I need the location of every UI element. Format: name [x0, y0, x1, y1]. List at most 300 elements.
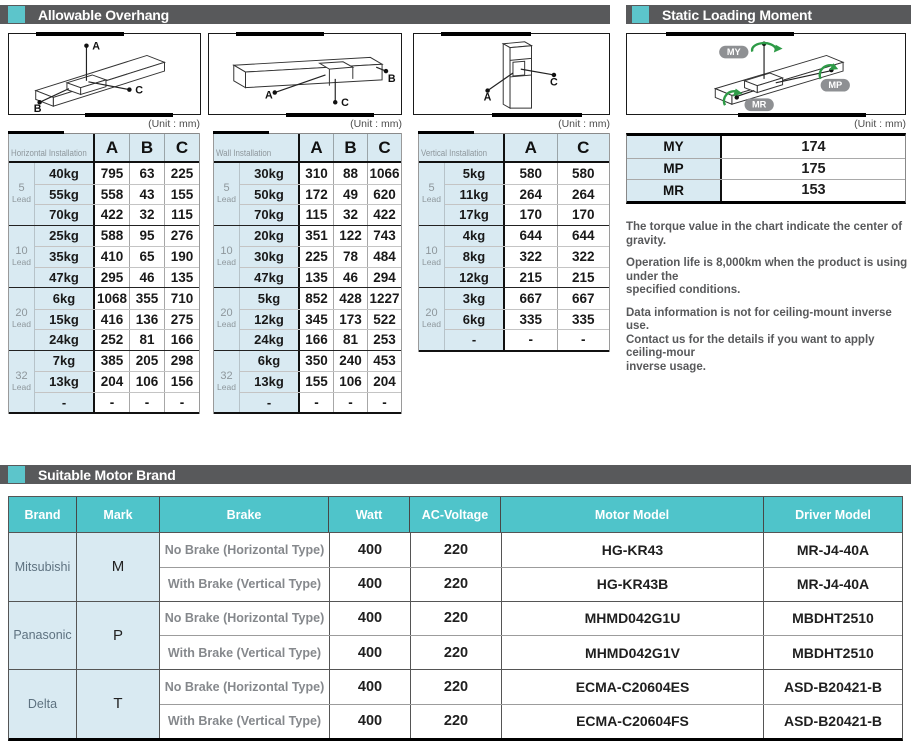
section-header-allowable-overhang — [0, 5, 610, 24]
cell: - — [557, 330, 610, 350]
brand-cell: Mitsubishi — [9, 533, 76, 601]
column-header: C — [164, 134, 199, 161]
cell: 170 — [557, 205, 610, 225]
table-row — [240, 309, 401, 330]
cell: ASD-B20421-B — [763, 670, 902, 704]
table-row — [445, 204, 609, 225]
cell: 8kg — [445, 247, 505, 267]
cell: MBDHT2510 — [763, 636, 902, 669]
motor-column-header: Mark — [76, 497, 159, 532]
table-row — [445, 163, 609, 184]
table-row — [160, 567, 902, 601]
teal-accent-square — [8, 6, 25, 23]
cell: 30kg — [240, 247, 300, 267]
table-row — [35, 246, 199, 267]
lead-word: Lead — [12, 319, 31, 330]
table-row — [240, 184, 401, 205]
note-line: Operation life is 8,000km when the product is using under the — [626, 257, 908, 283]
moment-value-cell: 174 — [801, 138, 826, 155]
brand-cell: Delta — [9, 670, 76, 738]
installation-label: Vertical Installation — [421, 148, 488, 158]
point-c-label: C — [341, 97, 349, 110]
cell: 172 — [305, 186, 328, 202]
cell: 220 — [410, 670, 501, 704]
group-rows — [240, 288, 401, 350]
unit-label: (Unit : mm) — [148, 118, 200, 130]
column-header: A — [310, 137, 323, 157]
cell: 1068 — [96, 290, 128, 306]
group-rows — [35, 351, 199, 413]
group-rows — [445, 288, 609, 350]
cell: 47kg — [240, 268, 300, 288]
cell: 1066 — [367, 163, 401, 184]
cell: 743 — [367, 226, 401, 247]
installation-header-cell — [214, 134, 300, 161]
lead-word: Lead — [12, 381, 31, 392]
cell: MBDHT2510 — [763, 602, 902, 636]
cell: 78 — [333, 247, 367, 267]
cell: 46 — [333, 268, 367, 288]
table-row — [160, 602, 902, 636]
cell: 170 — [519, 207, 543, 223]
mark-cell: T — [76, 670, 159, 738]
lead-group — [419, 288, 609, 352]
lead-value: 10 — [15, 244, 28, 257]
cell: 400 — [329, 670, 410, 704]
cell: 453 — [367, 351, 401, 372]
table-row — [445, 329, 609, 350]
cell: 95 — [129, 226, 164, 247]
cell: 644 — [519, 228, 543, 244]
lead-cell — [214, 288, 240, 350]
point-b-label: B — [33, 103, 42, 114]
cell: 298 — [164, 351, 199, 372]
brand-group — [9, 669, 902, 738]
cell: 295 — [100, 269, 124, 285]
brand-rows — [159, 602, 902, 670]
cell: 122 — [333, 226, 367, 247]
cell: 215 — [519, 269, 543, 285]
section-header-suitable-motor-brand — [0, 465, 911, 484]
cell: 106 — [129, 372, 164, 392]
table-row — [627, 136, 905, 158]
cell: 155 — [305, 374, 328, 390]
note-line: The torque value in the chart indicate the center of gravity. — [626, 221, 903, 247]
cell: 422 — [100, 207, 124, 223]
table-row — [35, 288, 199, 309]
motor-column-header: Motor Model — [500, 497, 763, 532]
lead-word: Lead — [12, 194, 31, 205]
table-header-row — [419, 133, 609, 163]
table-row — [35, 392, 199, 413]
note-line: inverse usage. — [626, 360, 706, 373]
cell: 35kg — [35, 247, 95, 267]
cell: 63 — [129, 163, 164, 184]
cell: 204 — [367, 372, 401, 392]
lead-group — [419, 163, 609, 226]
wall-rail-diagram — [209, 34, 401, 114]
lead-cell — [419, 288, 445, 350]
cell: With Brake (Vertical Type) — [167, 714, 322, 729]
cell: 667 — [557, 288, 610, 309]
point-a-label: A — [92, 40, 101, 53]
cell: 345 — [305, 311, 328, 327]
cell: MHMD042G1U — [501, 602, 763, 636]
cell: ECMA-C20604FS — [501, 705, 763, 738]
cell: 795 — [100, 165, 124, 181]
lead-value: 5 — [223, 182, 230, 195]
motor-column-header: AC-Voltage — [409, 497, 500, 532]
cell: 13kg — [35, 372, 95, 392]
teal-accent-square — [8, 466, 25, 483]
mark-cell: M — [76, 533, 159, 601]
cell: 25kg — [35, 226, 95, 247]
cell: - — [367, 393, 401, 413]
point-a-label: A — [483, 91, 492, 104]
lead-value: 20 — [425, 307, 438, 320]
mark-cell: P — [76, 602, 159, 670]
brand-rows — [159, 533, 902, 601]
cell: - — [164, 393, 199, 413]
horizontal-rail-diagram — [9, 34, 200, 114]
cell: 264 — [519, 186, 543, 202]
table-row — [35, 226, 199, 247]
unit-label: (Unit : mm) — [558, 118, 610, 130]
cell: 220 — [410, 533, 501, 567]
cell: 335 — [519, 311, 543, 327]
cell: 13kg — [240, 372, 300, 392]
cell: 70kg — [35, 205, 95, 225]
cell: HG-KR43 — [501, 533, 763, 567]
notes — [626, 221, 911, 383]
lead-value: 5 — [18, 182, 25, 195]
cell: - — [240, 393, 300, 413]
lead-value: 32 — [220, 369, 233, 382]
table-row — [240, 267, 401, 288]
cell: 43 — [129, 185, 164, 205]
cell: - — [333, 393, 367, 413]
table-row — [160, 533, 902, 567]
cell: 580 — [557, 163, 610, 184]
cell: 205 — [129, 351, 164, 372]
lead-group — [9, 351, 199, 415]
cell: ECMA-C20604ES — [501, 670, 763, 704]
lead-word: Lead — [12, 256, 31, 267]
table-row — [35, 163, 199, 184]
lead-word: Lead — [217, 256, 236, 267]
cell: 335 — [557, 310, 610, 330]
lead-word: Lead — [422, 319, 441, 330]
table-row — [240, 329, 401, 350]
cell: 12kg — [445, 268, 505, 288]
moment-value-cell: 175 — [801, 160, 826, 177]
cell: 20kg — [240, 226, 300, 247]
table-row — [35, 329, 199, 350]
moment-value-cell: 153 — [801, 182, 826, 199]
table-row — [240, 163, 401, 184]
moment-label-cell: MP — [627, 159, 722, 180]
diagram-wall-installation — [208, 33, 402, 115]
lead-cell — [419, 226, 445, 288]
table-row — [160, 635, 902, 669]
cell: 225 — [164, 163, 199, 184]
cell: 484 — [367, 247, 401, 267]
lead-value: 32 — [15, 369, 28, 382]
installation-header-cell — [419, 134, 505, 161]
cell: 12kg — [240, 310, 300, 330]
motor-brand-table — [8, 496, 903, 741]
column-header: A — [105, 137, 119, 157]
cell: - — [314, 394, 319, 410]
brand-cell: Panasonic — [9, 602, 76, 670]
table-header-row — [214, 133, 401, 163]
moment-diagram — [627, 34, 905, 114]
mp-pill-label: MP — [828, 80, 843, 91]
table-row — [35, 204, 199, 225]
column-header: B — [129, 134, 164, 161]
lead-group — [9, 163, 199, 226]
cell: 40kg — [35, 163, 95, 184]
column-headers — [95, 134, 199, 161]
table-row — [627, 179, 905, 201]
table-row — [35, 184, 199, 205]
motor-column-header: Brake — [159, 497, 328, 532]
cell: - — [445, 330, 505, 350]
cell: 294 — [367, 268, 401, 288]
vertical-rail-diagram — [414, 34, 609, 114]
lead-group — [9, 288, 199, 351]
table-row — [160, 670, 902, 704]
cell: 166 — [305, 332, 328, 348]
cell: 220 — [410, 705, 501, 738]
cell: 252 — [100, 332, 124, 348]
cell: 275 — [164, 310, 199, 330]
cell: 276 — [164, 226, 199, 247]
lead-value: 5 — [428, 182, 435, 195]
cell: 400 — [329, 533, 410, 567]
diagram-horizontal-installation — [8, 33, 201, 115]
note-paragraph — [626, 307, 911, 375]
cell: 220 — [410, 602, 501, 636]
lead-cell — [214, 163, 240, 225]
cell: 7kg — [35, 351, 95, 372]
lead-group — [214, 226, 401, 289]
lead-word: Lead — [217, 319, 236, 330]
cell: 225 — [305, 249, 328, 265]
cell: 55kg — [35, 185, 95, 205]
cell: 6kg — [445, 310, 505, 330]
installation-label: Horizontal Installation — [11, 148, 87, 158]
table-row — [240, 288, 401, 309]
lead-cell — [214, 351, 240, 413]
diagram-vertical-installation — [413, 33, 610, 115]
cell: 350 — [305, 353, 328, 369]
section-title: Static Loading Moment — [662, 6, 812, 23]
table-row — [240, 351, 401, 372]
unit-label: (Unit : mm) — [854, 118, 906, 130]
cell: 156 — [164, 372, 199, 392]
cell: - — [528, 332, 533, 348]
cell: 410 — [100, 249, 124, 265]
overhang-table-horizontal — [8, 133, 200, 414]
cell: 6kg — [240, 351, 300, 372]
lead-word: Lead — [422, 194, 441, 205]
cell: 1227 — [367, 288, 401, 309]
installation-header-cell — [9, 134, 95, 161]
lead-cell — [9, 226, 35, 288]
cell: 215 — [557, 268, 610, 288]
cell: 65 — [129, 247, 164, 267]
table-row — [445, 226, 609, 247]
table-row — [445, 267, 609, 288]
diagram-static-loading-moment — [626, 33, 906, 115]
cell: 155 — [164, 185, 199, 205]
cell: MR-J4-40A — [763, 568, 902, 601]
table-row — [35, 351, 199, 372]
cell: 136 — [129, 310, 164, 330]
motor-column-header: Brand — [24, 507, 61, 522]
table-body — [419, 163, 609, 352]
cell: 588 — [100, 228, 124, 244]
section-title: Suitable Motor Brand — [38, 466, 176, 483]
cell: HG-KR43B — [501, 568, 763, 601]
cell: MR-J4-40A — [763, 533, 902, 567]
cell: 173 — [333, 310, 367, 330]
brand-rows — [159, 670, 902, 738]
cell: 204 — [100, 374, 124, 390]
table-row — [445, 309, 609, 330]
cell: 385 — [100, 353, 124, 369]
lead-group — [214, 288, 401, 351]
cell: No Brake (Horizontal Type) — [164, 680, 325, 695]
cell: 32 — [129, 205, 164, 225]
cell: 580 — [519, 165, 543, 181]
group-rows — [445, 163, 609, 225]
lead-group — [214, 163, 401, 226]
group-rows — [35, 288, 199, 350]
table-row — [35, 267, 199, 288]
cell: No Brake (Horizontal Type) — [164, 542, 325, 557]
group-rows — [35, 226, 199, 288]
cell: 190 — [164, 247, 199, 267]
cell: 852 — [305, 290, 328, 306]
lead-word: Lead — [217, 194, 236, 205]
lead-group — [214, 351, 401, 415]
installation-label: Wall Installation — [216, 148, 272, 158]
cell: 240 — [333, 351, 367, 372]
column-header: B — [333, 134, 367, 161]
cell: 4kg — [445, 226, 505, 247]
cell: 49 — [333, 185, 367, 205]
cell: 558 — [100, 186, 124, 202]
cell: 81 — [129, 330, 164, 350]
moment-label-cell: MY — [627, 136, 722, 158]
motor-table-header-row — [9, 497, 902, 533]
cell: 667 — [519, 290, 543, 306]
cell: 220 — [410, 568, 501, 601]
cell: 115 — [164, 205, 199, 225]
note-paragraph — [626, 221, 911, 248]
cell: MHMD042G1V — [501, 636, 763, 669]
lead-value: 10 — [425, 244, 438, 257]
column-header: A — [524, 137, 537, 157]
cell: - — [129, 393, 164, 413]
cell: 310 — [305, 165, 328, 181]
cell: 50kg — [240, 185, 300, 205]
lead-cell — [9, 163, 35, 225]
column-header: C — [367, 134, 401, 161]
lead-cell — [214, 226, 240, 288]
cell: 355 — [129, 288, 164, 309]
overhang-table-wall — [213, 133, 402, 414]
cell: - — [35, 393, 95, 413]
cell: With Brake (Vertical Type) — [167, 645, 322, 660]
cell: 24kg — [240, 330, 300, 350]
cell: 17kg — [445, 205, 505, 225]
cell: 166 — [164, 330, 199, 350]
lead-cell — [9, 351, 35, 413]
cell: 220 — [410, 636, 501, 669]
cell: 422 — [367, 205, 401, 225]
lead-value: 20 — [220, 307, 233, 320]
cell: 400 — [329, 636, 410, 669]
lead-word: Lead — [217, 381, 236, 392]
cell: 5kg — [445, 163, 505, 184]
cell: 351 — [305, 228, 328, 244]
table-body — [214, 163, 401, 414]
note-line: specified conditions. — [626, 284, 741, 296]
table-row — [627, 158, 905, 180]
cell: 30kg — [240, 163, 300, 184]
unit-label: (Unit : mm) — [350, 118, 402, 130]
cell: 710 — [164, 288, 199, 309]
point-c-label: C — [135, 84, 143, 97]
overhang-table-vertical — [418, 133, 610, 352]
moment-label-cell: MR — [627, 180, 722, 201]
cell: 106 — [333, 372, 367, 392]
column-header: C — [557, 134, 610, 161]
point-b-label: B — [387, 72, 396, 85]
cell: 11kg — [445, 185, 505, 205]
table-header-row — [9, 133, 199, 163]
static-loading-table — [626, 133, 906, 204]
lead-group — [419, 226, 609, 289]
group-rows — [240, 351, 401, 413]
cell: 428 — [333, 288, 367, 309]
table-row — [240, 371, 401, 392]
cell: 322 — [557, 247, 610, 267]
cell: 264 — [557, 185, 610, 205]
cell: 416 — [100, 311, 124, 327]
cell: 400 — [329, 568, 410, 601]
lead-group — [9, 226, 199, 289]
table-row — [35, 309, 199, 330]
brand-group — [9, 601, 902, 670]
motor-column-header: Watt — [328, 497, 409, 532]
cell: ASD-B20421-B — [763, 705, 902, 738]
cell: 15kg — [35, 310, 95, 330]
cell: 46 — [129, 268, 164, 288]
group-rows — [240, 226, 401, 288]
column-headers — [505, 134, 609, 161]
cell: 522 — [367, 310, 401, 330]
lead-value: 10 — [220, 244, 233, 257]
table-row — [445, 184, 609, 205]
point-a-label: A — [265, 89, 273, 102]
cell: 322 — [519, 249, 543, 265]
cell: 6kg — [35, 288, 95, 309]
table-row — [240, 392, 401, 413]
